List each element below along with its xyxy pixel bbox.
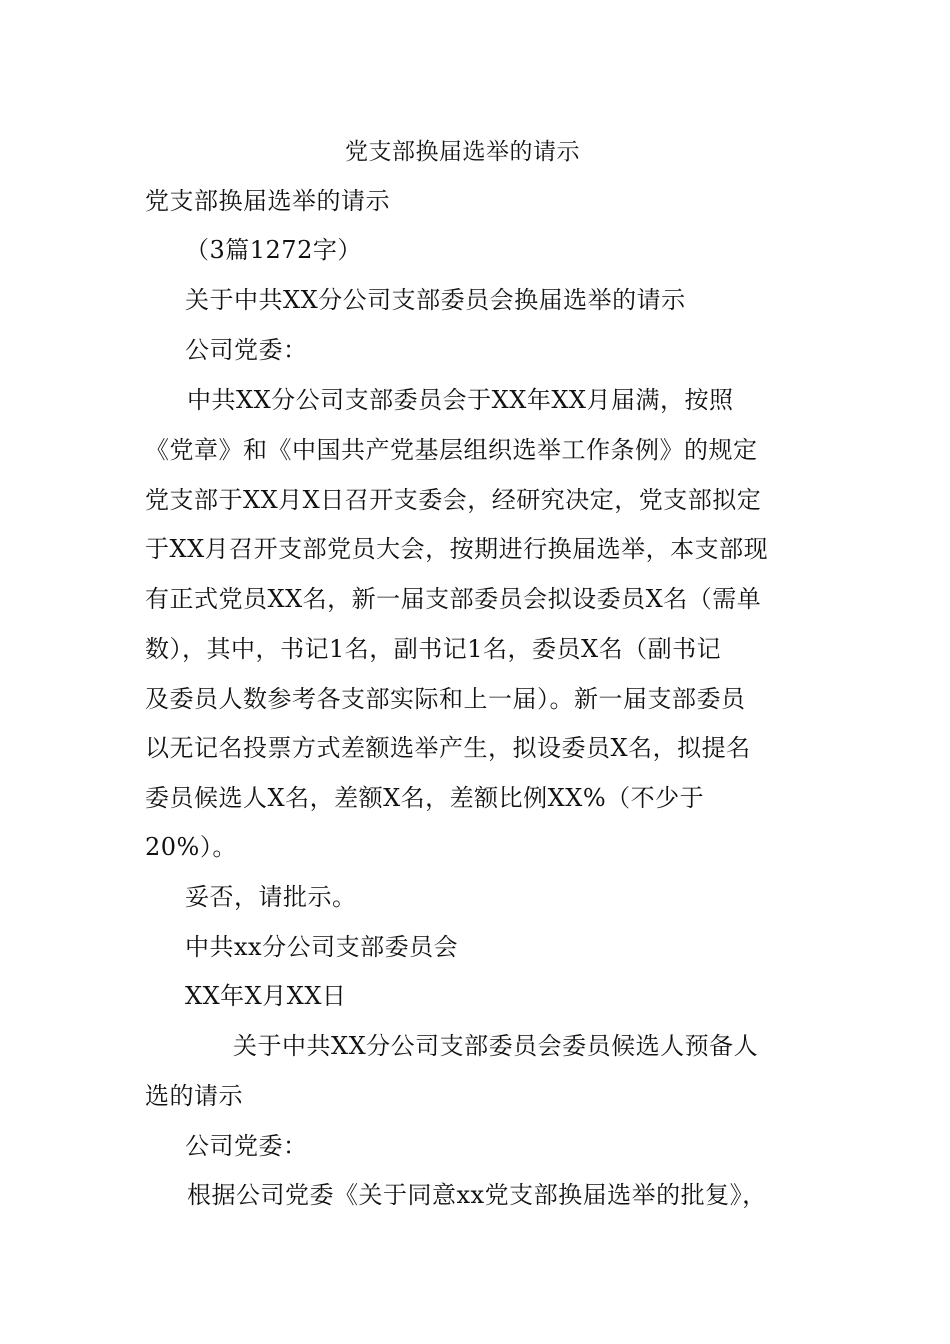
request-1-body-line: 委员候选人X名，差额X名，差额比例XX%（不少于 [145, 784, 705, 812]
request-2-body-line: 根据公司党委《关于同意xx党支部换届选举的批复》， [187, 1181, 767, 1209]
request-1-body-line: 20%）。 [145, 833, 237, 861]
request-1-body-line: 数），其中，书记1名，副书记1名，委员X名（副书记 [145, 635, 722, 663]
request-1-body-line: 及委员人数参考各支部实际和上一届）。新一届支部委员 [145, 685, 746, 713]
request-1-body-line: 中共XX分公司支部委员会于XX年XX月届满，按照 [187, 386, 734, 414]
request-1-closing: 妥否，请批示。 [185, 883, 357, 911]
request-1-body-line: 以无记名投票方式差额选举产生，拟设委员X名，拟提名 [145, 734, 751, 762]
request-1-body-line: 有正式党员XX名，新一届支部委员会拟设委员X名（需单 [145, 585, 762, 613]
request-1-body-line: 《党章》和《中国共产党基层组织选举工作条例》的规定 [145, 436, 758, 464]
request-1-body-line: 党支部于XX月X日召开支委会，经研究决定，党支部拟定 [145, 486, 762, 514]
request-2-addressee: 公司党委： [185, 1132, 308, 1160]
request-1-title: 关于中共XX分公司支部委员会换届选举的请示 [185, 286, 686, 314]
document-heading: 党支部换届选举的请示 [345, 139, 580, 165]
request-1-signature: 中共xx分公司支部委员会 [185, 933, 459, 961]
request-1-addressee: 公司党委： [185, 336, 308, 364]
request-2-title-line: 选的请示 [145, 1082, 243, 1110]
request-1-date: XX年X月XX日 [185, 982, 347, 1010]
document-subtitle: 党支部换届选举的请示 [145, 187, 390, 215]
document-meta: （3篇1272字） [185, 236, 362, 264]
request-1-body-line: 于XX月召开支部党员大会，按期进行换届选举，本支部现 [145, 535, 769, 563]
request-2-title-line: 关于中共XX分公司支部委员会委员候选人预备人 [233, 1032, 759, 1060]
